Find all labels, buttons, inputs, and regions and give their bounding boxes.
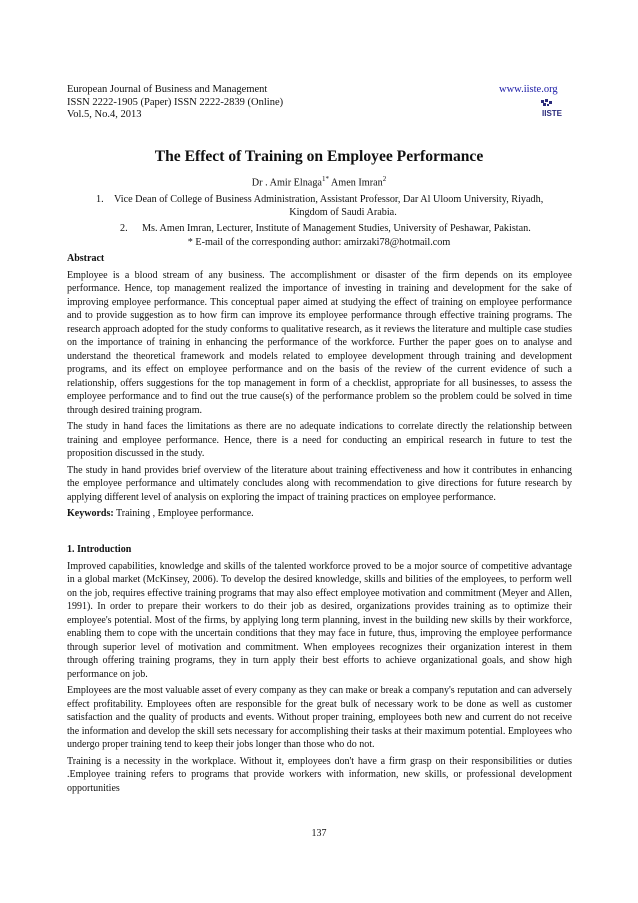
- intro-paragraph: Improved capabilities, knowledge and skills of the talented workforce proved to be a mojor source of competitive advantage in a global market (McKinsey, 2006). To develop the desired knowledge, skills and bilities of the employees, to perform well on the job, requires effective training programs that may also effect employee motivation and commitment (Meyer and Allen, 1991). In order to prepare their workers to do their job as desired, organizations provides training as to optimize their employee's potential. Most of the firms, by applying long term planning, invest in the building new skills by their workforce, enabling them to cope with the uncertain conditions that they may face in future, thus, improving the employee performance through superior level of motivation and commitment. When employees recognizes their organization interest in them through offering training programs, they in turn apply their best efforts to achieve organizational goals, and show high performance on job.: [67, 560, 572, 680]
- introduction-heading: 1. Introduction: [67, 544, 132, 555]
- iiste-logo-icon: [540, 98, 566, 118]
- journal-name: European Journal of Business and Management: [67, 84, 268, 95]
- affiliation-1: [96, 193, 572, 219]
- journal-header: [67, 84, 283, 122]
- affiliation-number: 1.: [96, 194, 104, 205]
- journal-volume: Vol.5, No.4, 2013: [67, 109, 142, 120]
- author-1: Dr . Amir Elnaga: [251, 177, 322, 189]
- corresponding-email: * E-mail of the corresponding author: amirzaki78@hotmail.com: [187, 237, 451, 248]
- abstract-section: [67, 252, 572, 524]
- affiliation-number: 2.: [120, 223, 128, 234]
- abstract-heading: Abstract: [67, 253, 105, 264]
- journal-issn: ISSN 2222-1905 (Paper) ISSN 2222-2839 (Online): [67, 96, 284, 108]
- intro-paragraph: Employees are the most valuable asset of every company as they can make or break a company's reputation and can adversely effect profitability. Employees often are responsible for the great bulk of necessary work to be done as well as customer satisfaction and the quality of products and events. Without proper training, employees both new and current do not receive the information and develop the skill sets necessary for accomplishing their tasks at their maximum potential. Employees who undergo proper training tend to keep their jobs longer than those who do not.: [67, 685, 572, 750]
- affiliation-text: Ms. Amen Imran, Lecturer, Institute of Management Studies, University of Peshawar, Pakistan.: [142, 223, 531, 234]
- author-2: Amen Imran: [328, 177, 383, 189]
- paper-title: The Effect of Training on Employee Performance: [154, 148, 484, 165]
- keywords-label: Keywords:: [67, 508, 114, 519]
- keywords-value: Training , Employee performance.: [113, 508, 254, 519]
- authors-line: [0, 175, 638, 188]
- author-1-mark: 1*: [321, 175, 329, 183]
- svg-text:IISTE: IISTE: [542, 109, 563, 118]
- abstract-paragraph: The study in hand provides brief overview of the literature about training effectiveness and how it contributes in enhancing the employee performance and ultimately concludes along with recommendation to give directions for future research by applying different level of analysis on exploring the impact of training practices on employee performance.: [67, 464, 572, 503]
- abstract-paragraph: Employee is a blood stream of any business. The accomplishment or disaster of the firm depends on its employee performance. Hence, top management realized the importance of investing in training and development for the sake of improving employee performance. This conceptual paper aimed at studying the effect of training on employee performance and to provide suggestion as to how firm can improve its employee performance through effective training programs. The research approach adopted for the study conforms to qualitative research, as it reviews the literature and multiple case studies on the importance of training in enhancing the performance of the workforce. Further the paper goes on to analyse and understand the theoretical framework and models related to employee development through training and development programs, and its effect on employee performance and on the basis of the review of the current evidence of such a relationship, offers suggestions for the top management in form of a checklist, appropriate for all businesses, to assess the employee performance and to find out the true cause(s) of the performance problem so the problem could be solved in time through desired training program.: [67, 269, 572, 416]
- page-number: 137: [311, 828, 327, 839]
- keywords: [67, 507, 572, 521]
- journal-url-link[interactable]: www.iiste.org: [499, 84, 558, 95]
- affiliation-text-cont: Kingdom of Saudi Arabia.: [289, 207, 397, 218]
- introduction-section: [67, 543, 572, 798]
- affiliation-2: [120, 222, 580, 235]
- abstract-paragraph: The study in hand faces the limitations as there are no adequate indications to correlate directly the relationship between training and employee performance. Hence, there is a need for conducting an empirical research in future to test the proposition discussed in the study.: [67, 421, 572, 459]
- author-2-mark: 2: [382, 175, 387, 183]
- affiliation-text: Vice Dean of College of Business Administration, Assistant Professor, Dar Al Uloom University, Riyadh,: [114, 194, 544, 205]
- intro-paragraph: Training is a necessity in the workplace. Without it, employees don't have a firm grasp on their responsibilities or duties .Employee training refers to programs that provide workers with information, new skills, or professional development opportunities: [67, 755, 572, 794]
